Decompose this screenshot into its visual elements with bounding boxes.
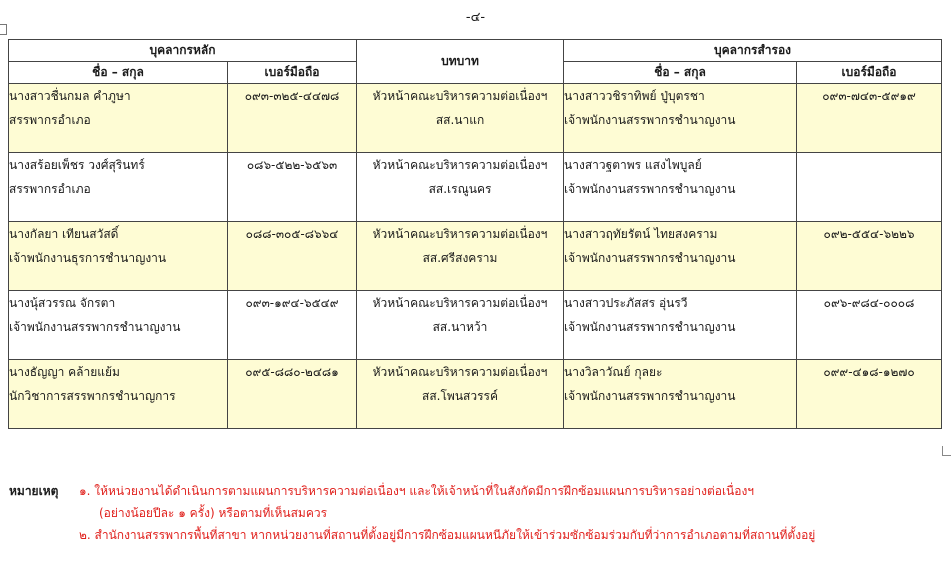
backup-phone: ๐๙๓-๗๔๓-๕๙๑๙ <box>797 84 942 153</box>
primary-phone: ๐๙๓-๑๙๔-๖๕๔๙ <box>228 291 357 360</box>
backup-phone: ๐๙๖-๙๘๔-๐๐๐๘ <box>797 291 942 360</box>
role-office: สส.นาแก <box>435 113 485 127</box>
primary-name-cell <box>9 84 228 153</box>
remark-item-1: ๑. ให้หน่วยงานได้ดำเนินการตามแผนการบริหารความต่อเนื่องฯ และให้เจ้าหน้าที่ในสังกัดมีการฝึกซ้อมแผนการบริหารอย่างต่อเนื่องฯ <box>79 484 755 498</box>
backup-name: นางสาววชิราทิพย์ ปู่บุตรชา <box>564 89 705 103</box>
primary-position: สรรพากรอำเภอ <box>9 113 91 127</box>
backup-position: เจ้าพนักงานสรรพากรชำนาญงาน <box>564 182 736 196</box>
primary-staff-header: บุคลากรหลัก <box>9 40 357 62</box>
backup-phone: ๐๙๒-๕๕๔-๖๒๒๖ <box>797 222 942 291</box>
primary-name-cell <box>9 153 228 222</box>
backup-name-cell <box>564 84 797 153</box>
primary-name: นางกัลยา เทียนสวัสดิ์ <box>9 227 119 241</box>
backup-name-cell <box>564 291 797 360</box>
primary-position: เจ้าพนักงานสรรพากรชำนาญงาน <box>9 320 181 334</box>
backup-phone-header: เบอร์มือถือ <box>797 62 942 84</box>
text-boundary-marker <box>942 446 951 456</box>
backup-name: นางสาวฐตาพร แสงไพบูลย์ <box>564 158 702 172</box>
backup-phone: ๐๙๙-๔๑๘-๑๒๗๐ <box>797 360 942 429</box>
primary-name-header: ชื่อ – สกุล <box>9 62 228 84</box>
role-title: หัวหน้าคณะบริหารความต่อเนื่องฯ <box>372 365 548 379</box>
primary-name-cell <box>9 360 228 429</box>
role-office: สส.นาหว้า <box>432 320 488 334</box>
backup-phone <box>797 153 942 222</box>
backup-name-cell <box>564 222 797 291</box>
remarks-label: หมายเหตุ <box>9 484 59 498</box>
table-row <box>9 84 942 153</box>
role-title: หัวหน้าคณะบริหารความต่อเนื่องฯ <box>372 89 548 103</box>
backup-name-header: ชื่อ – สกุล <box>564 62 797 84</box>
role-office: สส.โพนสวรรค์ <box>422 389 499 403</box>
backup-name: นางวิลาวัณย์ กุลยะ <box>564 365 663 379</box>
primary-name-cell <box>9 222 228 291</box>
backup-staff-header: บุคลากรสำรอง <box>564 40 942 62</box>
backup-position: เจ้าพนักงานสรรพากรชำนาญงาน <box>564 389 736 403</box>
backup-name: นางสาวฤทัยรัตน์ ไทยสงคราม <box>564 227 718 241</box>
role-cell <box>357 360 564 429</box>
primary-name-cell <box>9 291 228 360</box>
backup-position: เจ้าพนักงานสรรพากรชำนาญงาน <box>564 251 736 265</box>
role-cell <box>357 291 564 360</box>
text-boundary-marker <box>0 24 7 35</box>
role-cell <box>357 222 564 291</box>
role-office: สส.ศรีสงคราม <box>422 251 498 265</box>
backup-name-cell <box>564 153 797 222</box>
primary-phone: ๐๙๕-๘๘๐-๒๔๘๑ <box>228 360 357 429</box>
page-number: -๔- <box>465 10 486 25</box>
role-cell <box>357 84 564 153</box>
role-office: สส.เรณูนคร <box>428 182 492 196</box>
primary-position: เจ้าพนักงานธุรการชำนาญงาน <box>9 251 167 265</box>
backup-position: เจ้าพนักงานสรรพากรชำนาญงาน <box>564 113 736 127</box>
remark-item-2: ๒. สำนักงานสรรพากรพื้นที่สาขา หากหน่วยงานที่สถานที่ตั้งอยู่มีการฝึกซ้อมแผนหนีภัยให้เข้าร่วมซักซ้อมร่วมกับที่ว่าการอำเภอตามที่สถานที่ตั้งอยู่ <box>79 528 816 542</box>
backup-position: เจ้าพนักงานสรรพากรชำนาญงาน <box>564 320 736 334</box>
backup-name: นางสาวประภัสสร อุ่นรวี <box>564 296 688 310</box>
remark-item-1-continued: (อย่างน้อยปีละ ๑ ครั้ง) หรือตามที่เห็นสมควร <box>99 506 328 520</box>
primary-name: นางสร้อยเพ็ชร วงศ์สุรินทร์ <box>9 158 145 172</box>
role-cell <box>357 153 564 222</box>
role-title: หัวหน้าคณะบริหารความต่อเนื่องฯ <box>372 158 548 172</box>
role-title: หัวหน้าคณะบริหารความต่อเนื่องฯ <box>372 227 548 241</box>
primary-position: สรรพากรอำเภอ <box>9 182 91 196</box>
staff-table <box>8 39 942 429</box>
table-row <box>9 291 942 360</box>
primary-position: นักวิชาการสรรพากรชำนาญการ <box>9 389 176 403</box>
primary-name: นางนุ้สวรรณ จักรตา <box>9 296 116 310</box>
table-row <box>9 222 942 291</box>
primary-phone: ๐๘๘-๓๐๕-๘๖๖๔ <box>228 222 357 291</box>
table-row <box>9 153 942 222</box>
table-row <box>9 360 942 429</box>
primary-phone: ๐๙๓-๓๒๕-๔๔๗๘ <box>228 84 357 153</box>
primary-phone: ๐๘๖-๕๒๒-๖๕๖๓ <box>228 153 357 222</box>
role-header: บทบาท <box>357 40 564 84</box>
primary-name: นางธัญญา คล้ายแย้ม <box>9 365 120 379</box>
primary-name: นางสาวชื่นกมล คำภูษา <box>9 89 131 103</box>
backup-name-cell <box>564 360 797 429</box>
primary-phone-header: เบอร์มือถือ <box>228 62 357 84</box>
role-title: หัวหน้าคณะบริหารความต่อเนื่องฯ <box>372 296 548 310</box>
